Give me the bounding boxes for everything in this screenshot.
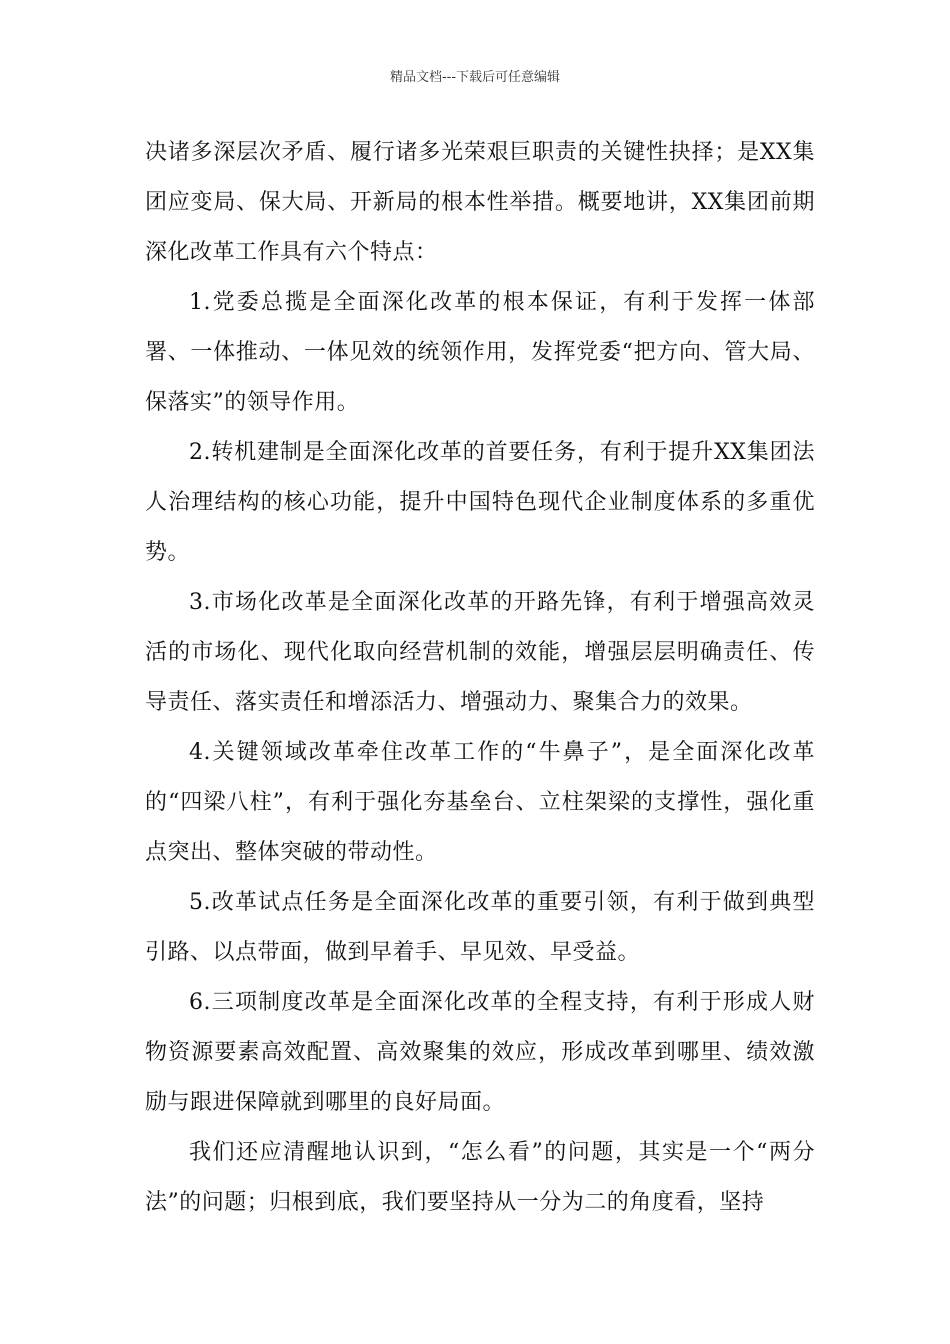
paragraph-point-5: 5.改革试点任务是全面深化改革的重要引领，有利于做到典型引路、以点带面，做到早着手、早见效、早受益。 (145, 890, 815, 965)
paragraph-conclusion: 我们还应清醒地认识到，“怎么看”的问题，其实是一个“两分法”的问题；归根到底，我们要坚持从一分为二的角度看，坚持 (145, 1140, 815, 1215)
paragraph-point-4: 4.关键领域改革牵住改革工作的“牛鼻子”，是全面深化改革的“四梁八柱”，有利于强化夯基垒台、立柱架梁的支撑性，强化重点突出、整体突破的带动性。 (145, 740, 815, 865)
page-header: 精品文档---下载后可任意编辑 (389, 70, 561, 85)
document-body (145, 128, 815, 1228)
paragraph-point-6: 6.三项制度改革是全面深化改革的全程支持，有利于形成人财物资源要素高效配置、高效聚集的效应，形成改革到哪里、绩效激励与跟进保障就到哪里的良好局面。 (145, 990, 815, 1115)
paragraph-point-2: 2.转机建制是全面深化改革的首要任务，有利于提升XX集团法人治理结构的核心功能，提升中国特色现代企业制度体系的多重优势。 (145, 440, 815, 565)
paragraph-point-1: 1.党委总揽是全面深化改革的根本保证，有利于发挥一体部署、一体推动、一体见效的统领作用，发挥党委“把方向、管大局、保落实”的领导作用。 (145, 290, 815, 415)
paragraph-continuation: 决诸多深层次矛盾、履行诸多光荣艰巨职责的关键性抉择；是XX集团应变局、保大局、开新局的根本性举措。概要地讲，XX集团前期深化改革工作具有六个特点： (145, 140, 815, 265)
paragraph-point-3: 3.市场化改革是全面深化改革的开路先锋，有利于增强高效灵活的市场化、现代化取向经营机制的效能，增强层层明确责任、传导责任、落实责任和增添活力、增强动力、聚集合力的效果。 (145, 590, 815, 715)
